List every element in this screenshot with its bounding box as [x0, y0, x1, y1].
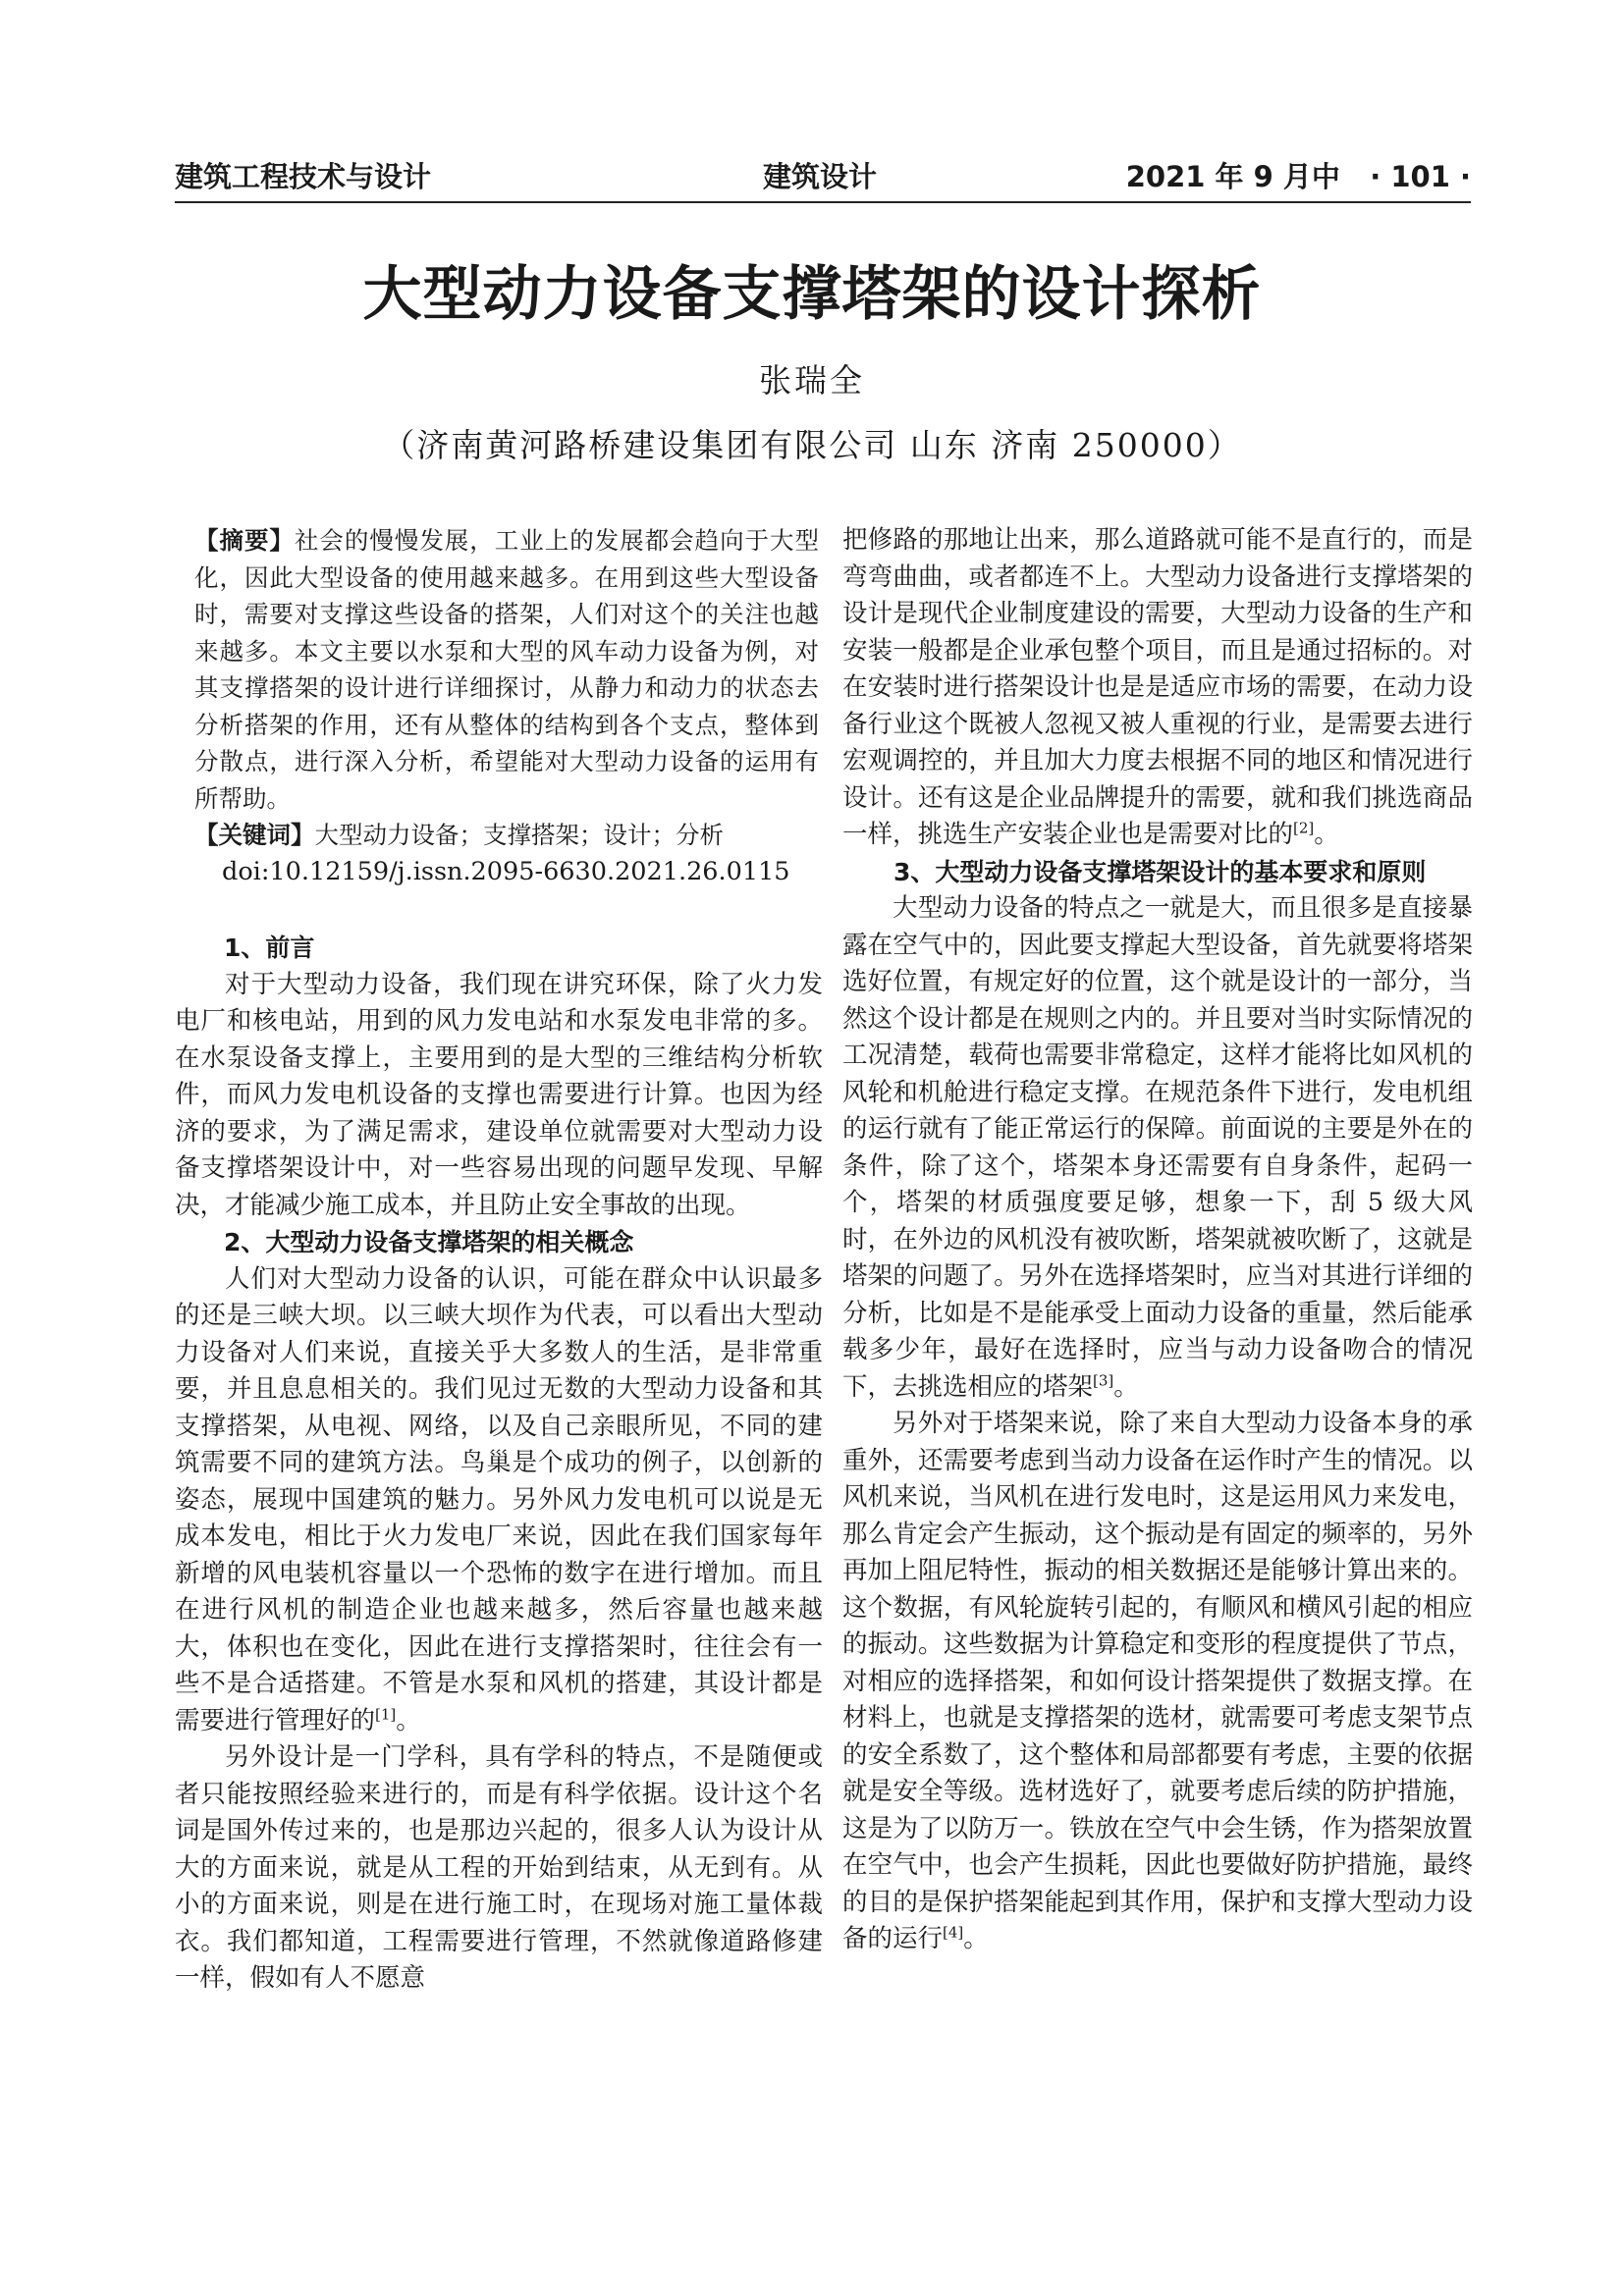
paragraph-end: 。 — [1314, 820, 1339, 849]
paragraph — [842, 1406, 1473, 1958]
doi: doi:10.12159/j.issn.2095-6630.2021.26.0115 — [222, 856, 790, 886]
section-heading-1: 1、前言 — [224, 934, 315, 962]
paragraph-end: 。 — [1113, 1371, 1139, 1402]
section-name: 建筑设计 — [763, 160, 878, 193]
paragraph: 对于大型动力设备，我们现在讲究环保，除了火力发电厂和核电站，用到的风力发电站和水泵发电非常的多。在水泵设备支撑上，主要用到的是大型的三维结构分析软件，而风力发电机设备的支撑也需要进行计算。也因为经济的要求，为了满足需求，建设单位就需要对大型动力设备支撑塔架设计中，对一些容易出现的问题早发现、早解决，才能减少施工成本，并且防止安全事故的出现。 — [175, 969, 823, 1220]
section-heading-2: 2、大型动力设备支撑塔架的相关概念 — [224, 1228, 634, 1256]
issue-date: 2021 年 9 月中 — [1125, 160, 1340, 193]
header-rule — [175, 201, 1471, 203]
paragraph-text: 把修路的那地让出来，那么道路就可能不是直行的，而是弯弯曲曲，或者都连不上。大型动力设备进行支撑塔架的设计是现代企业制度建设的需要，大型动力设备的生产和安装一般都是企业承包整个项目，而且是通过招标的。对在安装时进行搭架设计也是是适应市场的需要，在动力设备行业这个既被人忽视又被人重视的行业，是需要去进行宏观调控的，并且加大力度去根据不同的地区和情况进行设计。还有这是企业品牌提升的需要，就和我们挑选商品一样，挑选生产安装企业也是需要对比的 — [842, 525, 1473, 849]
author-name: 张瑞全 — [759, 361, 865, 400]
paragraph: 另外设计是一门学科，具有学科的特点，不是随便或者只能按照经验来进行的，而是有科学依据。设计这个名词是国外传过来的，也是那边兴起的，很多人认为设计从大的方面来说，就是从工程的开始到结束，从无到有。从小的方面来说，则是在进行施工时，在现场对施工量体裁衣。我们都知道，工程需要进行管理，不然就像道路修建一样，假如有人不愿意 — [175, 1742, 823, 1993]
keywords-text: 大型动力设备；支撑搭架；设计；分析 — [314, 821, 724, 849]
citation-4: [4] — [943, 1923, 964, 1942]
citation-3: [3] — [1093, 1371, 1114, 1389]
abstract — [175, 522, 823, 817]
citation-2: [2] — [1293, 819, 1315, 837]
citation-1: [1] — [375, 1705, 397, 1723]
section-heading-3: 3、大型动力设备支撑塔架设计的基本要求和原则 — [893, 857, 1427, 886]
abstract-text: 社会的慢慢发展，工业上的发展都会趋向于大型化，因此大型设备的使用越来越多。在用到这些大型设备时，需要对支撑这些设备的搭架，人们对这个的关注也越来越多。本文主要以水泵和大型的风车动力设备为例，对其支撑搭架的设计进行详细探讨，从静力和动力的状态去分析搭架的作用，还有从整体的结构到各个支点，整体到分散点，进行深入分析，希望能对大型动力设备的运用有所帮助。 — [194, 526, 820, 813]
paragraph — [175, 1261, 823, 1740]
paragraph-text: 另外对于塔架来说，除了来自大型动力设备本身的承重外，还需要考虑到当动力设备在运作时产生的情况。以风机来说，当风机在进行发电时，这是运用风力来发电，那么肯定会产生振动，这个振动是有固定的频率的，另外再加上阻尼特性，振动的相关数据还是能够计算出来的。这个数据，有风轮旋转引起的，有顺风和横风引起的相应的振动。这些数据为计算稳定和变形的程度提供了节点，对相应的选择搭架，和如何设计搭架提供了数据支撑。在材料上，也就是支撑搭架的选材，就需要可考虑支架节点的安全系数了，这个整体和局部都要有考虑，主要的依据就是安全等级。选材选好了，就要考虑后续的防护措施，这是为了以防万一。铁放在空气中会生锈，作为搭架放置在空气中，也会产生损耗，因此也要做好防护措施，最终的目的是保护搭架能起到其作用，保护和支撑大型动力设备的运行 — [842, 1409, 1473, 1953]
right-column — [842, 522, 1473, 1958]
abstract-label: 【摘要】 — [194, 526, 295, 555]
paragraph-text: 人们对大型动力设备的认识，可能在群众中认识最多的还是三峡大坝。以三峡大坝作为代表，可以看出大型动力设备对人们来说，直接关乎大多数人的生活，是非常重要，并且息息相关的。我们见过无数的大型动力设备和其支撑搭架，从电视、网络，以及自己亲眼所见，不同的建筑需要不同的建筑方法。鸟巢是个成功的例子，以创新的姿态，展现中国建筑的魅力。另外风力发电机可以说是无成本发电，相比于火力发电厂来说，因此在我们国家每年新增的风电装机容量以一个恐怖的数字在进行增加。而且在进行风机的制造企业也越来越多，然后容量也越来越大，体积也在变化，因此在进行支撑搭架时，往往会有一些不是合适搭建。不管是水泵和风机的搭建，其设计都是需要进行管理好的 — [175, 1263, 823, 1735]
keywords-label: 【关键词】 — [194, 821, 315, 849]
article-title: 大型动力设备支撑塔架的设计探析 — [362, 260, 1262, 329]
issue-and-page — [1126, 155, 1471, 195]
running-header — [175, 155, 1471, 198]
journal-name: 建筑工程技术与设计 — [175, 160, 432, 193]
left-column — [175, 522, 823, 1998]
paragraph — [842, 890, 1473, 1406]
author-affiliation: （济南黄河路桥建设集团有限公司 山东 济南 250000） — [382, 426, 1242, 464]
paragraph-end: 。 — [396, 1705, 421, 1735]
keywords — [175, 817, 823, 854]
paragraph-continued — [842, 522, 1473, 854]
paragraph-end: 。 — [963, 1924, 989, 1953]
paragraph-text: 大型动力设备的特点之一就是大，而且很多是直接暴露在空气中的，因此要支撑起大型设备，首先就要将塔架选好位置，有规定好的位置，这个就是设计的一部分，当然这个设计都是在规则之内的。并且要对当时实际情况的工况清楚，载荷也需要非常稳定，这样才能将比如风机的风轮和机舱进行稳定支撑。在规范条件下进行，发电机组的运行就有了能正常运行的保障。前面说的主要是外在的条件，除了这个，塔架本身还需要有自身条件，起码一个，塔架的材质强度要足够，想象一下，刮 5 级大风时，在外边的风机没有被吹断，塔架就被吹断了，这就是塔架的问题了。另外在选择塔架时，应当对其进行详细的分析，比如是不是能承受上面动力设备的重量，然后能承载多少年，最好在选择时，应当与动力设备吻合的情况下，去挑选相应的塔架 — [842, 893, 1473, 1402]
page-number: · 101 · — [1370, 160, 1471, 193]
